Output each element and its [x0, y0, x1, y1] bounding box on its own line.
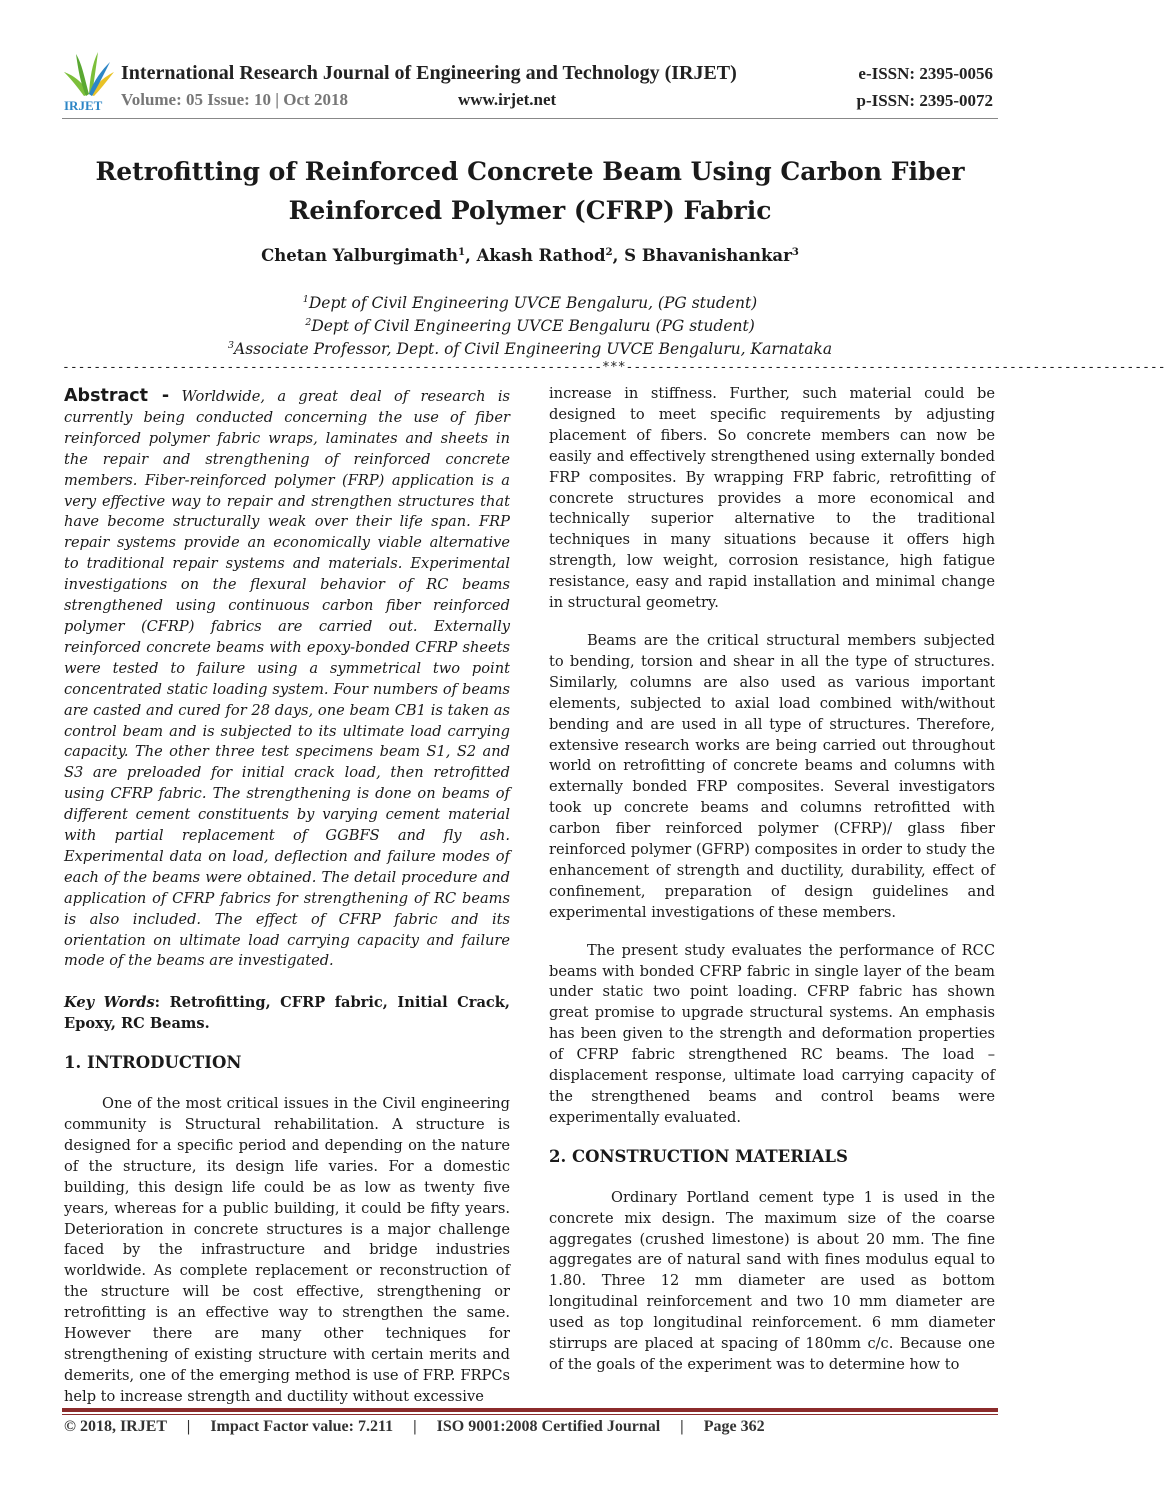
body-paragraph: Beams are the critical structural members subjected to bending, torsion and shear in all the type of structures. Similarly, columns are also used as various important elements, subjected to axial load combined with/without bending and are used in all type of structures. Therefore, extensive research works are being carried out throughout world on retrofitting of concrete beams and columns with externally bonded FRP composites. Several investigators took up concrete beams and columns retrofitted with carbon fiber reinforced polymer (CFRP)/ glass fiber reinforced polymer (GFRP) composites in order to study the enhancement of strength and ductility, durability, effect of confinement, preparation of design guidelines and experimental investigations of these members. [549, 631, 995, 921]
footer-divider [62, 1408, 998, 1412]
body-paragraph: The present study evaluates the performance of RCC beams with bonded CFRP fabric in single layer of the beam under static two point loading. CFRP fabric has shown great promise to upgrade structural systems. An emphasis has been given to the strength and deformation properties of CFRP fabric strengthened RC beams. The load – displacement response, ultimate load carrying capacity of the strengthened beams and control beams were experimentally evaluated. [549, 941, 995, 1126]
paper-title-line-2: Reinforced Polymer (CFRP) Fabric [288, 196, 772, 225]
journal-logo [62, 50, 116, 112]
left-column [64, 386, 510, 1408]
author-sup: 2 [605, 245, 613, 258]
author-name: Chetan Yalburgimath [261, 246, 458, 265]
affiliation-sup: 3 [227, 340, 235, 352]
right-column [549, 384, 995, 1376]
affiliation-text: Dept of Civil Engineering UVCE Bengaluru, (PG student) [308, 294, 758, 312]
header-divider [62, 118, 998, 119]
section-title-introduction: 1. INTRODUCTION [64, 1053, 242, 1073]
journal-title: International Research Journal of Engineering and Technology (IRJET) [121, 62, 737, 84]
eissn: e-ISSN: 2395-0056 [858, 64, 993, 83]
paper-title [80, 152, 980, 230]
author-sup: 1 [458, 245, 466, 258]
keywords [64, 993, 510, 1035]
author-name: Akash Rathod [476, 246, 606, 265]
abstract-heading: Abstract - [64, 386, 170, 406]
intro-paragraph: One of the most critical issues in the Civil engineering community is Structural rehabilitation. A structure is designed for a specific period and depending on the nature of the structure, its design life varies. For a domestic building, this design life could be as low as twenty five years, whereas for a public building, it could be fifty years. Deterioration in concrete structures is a major challenge faced by the infrastructure and bridge industries worldwide. As complete replacement or reconstruction of the structure will be cost effective, strengthening or retrofitting is an effective way to strengthen the same. However there are many other techniques for strengthening of existing structure with certain merits and demerits, one of the emerging method is use of FRP. FRPCs help to increase strength and ductility without excessive [64, 1095, 510, 1405]
affiliation-text: Dept of Civil Engineering UVCE Bengaluru (PG student) [311, 317, 755, 335]
materials-paragraph: Ordinary Portland cement type 1 is used in the concrete mix design. The maximum size of the coarse aggregates (crushed limestone) is about 20 mm. The fine aggregates are of natural sand with fines modulus equal to 1.80. Three 12 mm diameter are used as bottom longitudinal reinforcement and two 10 mm diameter are used as top longitudinal reinforcement. 6 mm diameter stirrups are placed at spacing of 180mm c/c. Because one of the goals of the experiment was to determine how to [549, 1188, 995, 1373]
abstract-text: Worldwide, a great deal of research is currently being conducted concerning the use of fiber reinforced polymer fabric wraps, laminates and sheets in the repair and strengthening of reinforced concrete members. Fiber-reinforced polymer (FRP) application is a very effective way to repair and strengthen structures that have become structurally weak over their life span. FRP repair systems provide an economically viable alternative to traditional repair systems and materials. Experimental investigations on the flexural behavior of RC beams strengthened using continuous carbon fiber reinforced polymer (CFRP) fabrics are carried out. Externally reinforced concrete beams with epoxy-bonded CFRP sheets were tested to failure using a symmetrical two point concentrated static loading system. Four numbers of beams are casted and cured for 28 days, one beam CB1 is taken as control beam and is subjected to its ultimate load carrying capacity. The other three test specimens beam S1, S2 and S3 are preloaded for initial crack load, then retrofitted using CFRP fabric. The strengthening is done on beams of different cement constituents by varying cement material with partial replacement of GGBFS and fly ash. Experimental data on load, deflection and failure modes of each of the beams were obtained. The detail procedure and application of CFRP fabrics for strengthening of RC beams is also included. The effect of CFRP fabric and its orientation on ultimate load carrying capacity and failure mode of the beams are investigated. [64, 388, 511, 970]
journal-website-link[interactable]: www.irjet.net [458, 90, 557, 109]
author-separator: , [612, 246, 625, 265]
author-sup: 3 [791, 245, 799, 258]
volume-issue: Volume: 05 Issue: 10 | Oct 2018 [121, 90, 348, 109]
page-footer: © 2018, IRJET | Impact Factor value: 7.211 | ISO 9001:2008 Certified Journal | Page 362 [64, 1418, 765, 1435]
section-title-materials: 2. CONSTRUCTION MATERIALS [549, 1146, 848, 1166]
irjet-logo-icon [62, 50, 116, 112]
abstract [64, 386, 510, 972]
affiliation-2 [80, 317, 980, 335]
affiliation-sup: 1 [302, 294, 309, 306]
logo-text: IRJET [64, 98, 103, 113]
section-separator: ---------------------------------------------------------------------***--------------------------------------------------------------------- [62, 360, 1166, 375]
footer-divider-thin [62, 1414, 998, 1415]
keywords-colon: : [154, 994, 170, 1012]
body-paragraph: increase in stiffness. Further, such material could be designed to meet specific requirements by adjusting placement of fibers. So concrete members can now be easily and effectively strengthened using externally bonded FRP composites. By wrapping FRP fabric, retrofitting of concrete structures provides a more economical and technically superior alternative to the traditional techniques in many situations because it offers high strength, low weight, corrosion resistance, high fatigue resistance, easy and rapid installation and minimal change in structural geometry. [549, 385, 995, 612]
author-list [80, 246, 980, 265]
affiliation-3 [80, 340, 980, 358]
pissn: p-ISSN: 2395-0072 [856, 91, 993, 110]
keywords-label: Key Words [64, 994, 155, 1012]
author-separator: , [465, 246, 477, 265]
affiliation-sup: 2 [305, 317, 312, 329]
author-name: S Bhavanishankar [624, 246, 792, 265]
paper-title-line-1: Retrofitting of Reinforced Concrete Beam Using Carbon Fiber [95, 157, 965, 186]
keywords-text: Retrofitting, CFRP fabric, Initial Crack, Epoxy, RC Beams. [64, 994, 510, 1033]
affiliation-1 [80, 294, 980, 312]
affiliation-text: Associate Professor, Dept. of Civil Engineering UVCE Bengaluru, Karnataka [234, 340, 833, 358]
